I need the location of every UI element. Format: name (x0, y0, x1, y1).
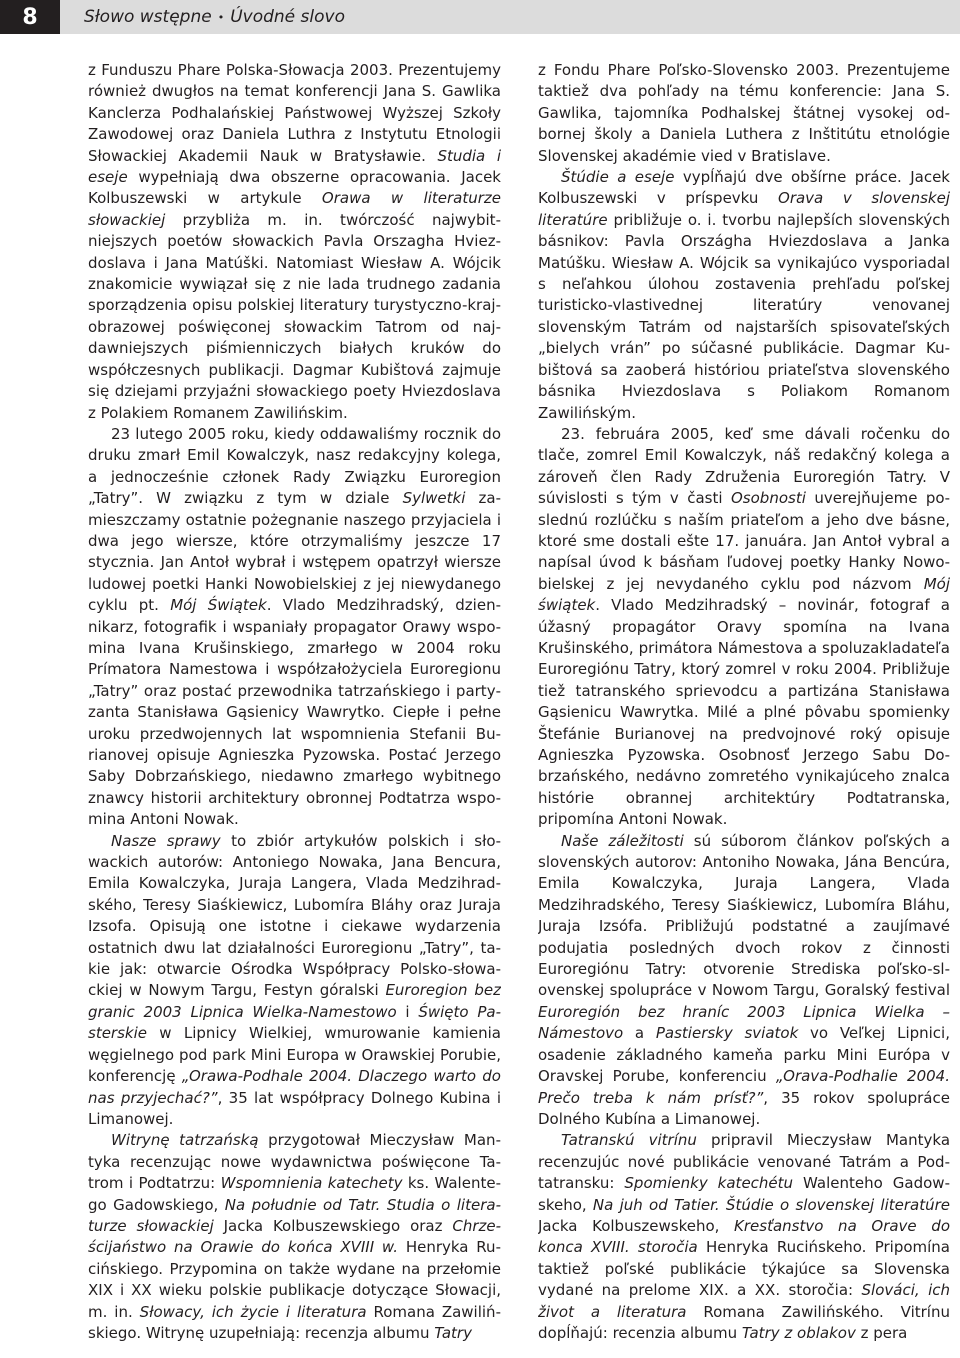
italic-title-text: Spomienky katechétu (624, 1174, 794, 1193)
italic-title-text: Tatry (434, 1323, 472, 1342)
italic-title-text: Pastiersky sviatok (655, 1024, 799, 1043)
italic-title-text: Sylwetki (402, 489, 466, 508)
body-text: wypełniają dwa obszerne opracowania. Jacek Kolbuszewski w artykule (88, 168, 501, 208)
paragraph (88, 60, 501, 424)
italic-title-text: Chrześcijaństwo na Orawie do końca XVIII w. (88, 1216, 501, 1257)
body-text: , 35 lat współpracy Dolnego Kubina i Limanowej. (88, 1088, 501, 1128)
italic-title-text: Słowacy, ich życie i literatura (139, 1302, 367, 1321)
italic-title-text: Orava v slovenskej literatúre (538, 189, 950, 229)
body-text: vypĺňajú dve obšírne práce. Jacek Kolbuszewski v príspevku (538, 168, 950, 208)
body-text: Henryka Rucińskeho. Pripomína taktiež poľské publikácie týkajúce sa Slovenska vydané na prelome XIX. a XX. storočia: (538, 1238, 950, 1300)
italic-title-text: Euroregion bez granic 2003 Lipnica Wielka-Namestowo (88, 981, 501, 1021)
body-text: vo Veľkej Lipnici, osadenie základného kameňa parku Mini Európa v Oravskej Porube, konferenciu (538, 1024, 950, 1086)
italic-title-text: Tatry z oblakov (741, 1323, 856, 1342)
paragraph (538, 60, 950, 167)
body-text: Jacka Kolbuszewskiego oraz (213, 1216, 453, 1235)
italic-title-text: Studia i eseje (88, 146, 501, 187)
section-title-band (60, 0, 960, 34)
paragraph (88, 424, 501, 831)
italic-title-text: Naše záležitosti (561, 831, 684, 850)
body-text: uverejňujeme poslednú rozlúčku s naším priateľom a jeho dve básne, ktoré sme dostali ešte 17. januára. Jan Antoł vybral a napísal úvod k básňam ľudovej poetky Hanky Nowobielskej z jej nevydaného cyklu pod názvom (538, 489, 950, 593)
section-title-polish: Słowo wstępne (84, 7, 212, 27)
body-text: Walenteho Gadowskeho, (538, 1174, 950, 1214)
section-title-slovak: Úvodné slovo (230, 7, 345, 27)
running-header (0, 0, 960, 34)
body-text: Henryka Rucińskiego. Przypomina on także wydane na przełomie XIX i XX wieku polskie publikacje dotyczące Słowacji, m. in. (88, 1238, 501, 1321)
paragraph (538, 167, 950, 424)
italic-title-text: Orawa w literaturze słowackiej (88, 189, 501, 229)
bullet-separator: • (217, 10, 225, 24)
body-text: z pera (855, 1323, 908, 1342)
italic-title-text: Na południe od Tatr. Studia o literaturze słowackiej (88, 1195, 501, 1235)
italic-title-text: Mój świątek (538, 574, 950, 615)
italic-title-text: Nasze sprawy (111, 831, 221, 850)
body-text: z Funduszu Phare Polska-Słowacja 2003. Prezentujemy również dwugłos na temat konferencji Jana S. Gawlika Kanclerza Podhalańskiej Państwowej Wyższej Szkoły Zawodowej oraz Daniela Luthra z Instytutu Etnologii Słowackiej Akademii Nauk w Bratysławie. (88, 61, 501, 165)
italic-title-text: Święto Pasterskie (88, 1002, 501, 1043)
body-text: i (396, 1002, 419, 1021)
body-text: przygotował Mieczysław Mantyka recenzując nowe wydawnictwa poświęcone Tatrom i Podtatrzu: (88, 1131, 501, 1193)
italic-title-text: Tatranskú vitrínu (561, 1131, 697, 1150)
italic-title-text: „Orawa-Podhale 2004. Dlaczego warto do nas przyjechać?” (88, 1067, 501, 1107)
body-text: pripravil Mieczysław Mantyka recenzujúc nové publikácie venované Tatrám a Podtatransku: (538, 1131, 950, 1193)
paragraph (538, 424, 950, 831)
body-text: a (623, 1024, 656, 1043)
italic-title-text: Witrynę tatrzańską (111, 1131, 259, 1150)
paragraph (538, 831, 950, 1131)
body-text: , 35 rokov spolupráce Dolného Kubína a Limanowej. (538, 1088, 950, 1128)
page-number: 8 (0, 0, 60, 34)
italic-title-text: Euroregión bez hraníc 2003 Lipnica Wielka – Námestovo (538, 1002, 950, 1043)
italic-title-text: „Orava-Podhalie 2004. Prečo treba k nám prísť?” (538, 1067, 950, 1107)
body-text: Jacka Kolbuszewskeho, (538, 1216, 735, 1235)
left-column-polish (88, 60, 501, 1358)
italic-title-text: Mój Świątek (170, 596, 267, 615)
right-column-slovak (538, 60, 950, 1358)
body-text: zamieszczamy ostatnie pożegnanie naszego przyjaciela i dwa jego wiersze, które otrzymaliśmy jeszcze 17 stycznia. Jan Antoł wybrał i wstępem opatrzył wiersze ludowej poetki Hanki Nowobielskiej z jej niewydanego cyklu pt. (88, 489, 501, 615)
body-text: Romana Zawilińskiego. Witrynę uzupełniają: recenzja albumu (88, 1302, 501, 1342)
body-text: przybliża m. in. twórczość najwybitniejszych poetów słowackich Pavla Orszagha Hviezdoslava i Jana Matúški. Natomiast Wiesław A. Wójcik znakomicie wywiązał się z nie lada trudnego zadania sporządzenia opisu polskiej literatury turystyczno-krajobrazowej poświęconej słowackim Tatrom od najdawniejszych piśmienniczych białych kruków do współczesnych publikacji. Dagmar Kubištová zajmuje się dziejami przyjaźni słowackiego poety Hviezdoslava z Polakiem Romanem Zawilińskim. (88, 210, 501, 422)
body-text: to zbiór artykułów polskich i słowackich autorów: Antoniego Nowaka, Jana Bencura, Emila Kowalczyka, Juraja Langera, Vlada Medzihradského, Teresy Siaśkiewicz, Lubomíra Bláhy oraz Juraja Izsofa. Opisują one istotne i ciekawe wydarzenia ostatnich dwu lat działalności Euroregionu „Tatry”, takie jak: otwarcie Ośrodka Współpracy Polsko-słowackiej w Nowym Targu, Festyn góralski (88, 831, 501, 1000)
body-text: sú súborom článkov poľských a slovenských autorov: Antoniho Nowaka, Jána Bencúra, Emila Kowalczyka, Juraja Langera, Vlada Medzihradského, Teresy Siaśkiewicz, Lubomíra Bláhu, Juraja Izsófa. Približujú podstatné a zaujímavé podujatia posledných dvoch rokov z činnosti Euroregiónu Tatry: otvorenie Strediska poľsko-slovenskej spolupráce v Nowom Targu, Goralský festival (538, 831, 950, 1000)
italic-title-text: Na juh od Tatier. Štúdie o slovenskej literatúre (592, 1195, 950, 1214)
body-text: približuje o. i. tvorbu najlepších slovenských básnikov: Pavla Országha Hviezdoslava a Janka Matúšku. Wiesław A. Wójcik sa vynikajúco vysporiadal s neľahkou úlohou zostavenia prehľadu poľskej turisticko-vlastivednej literatúry venovanej slovenským Tatrám od najstarších spisovateľských „bielych vrán” po súčasné publikácie. Dagmar Kubištová sa zaoberá históriou priateľstva slovenského básnika Hviezdoslava s Poliakom Romanom Zawilińským. (538, 210, 950, 422)
italic-title-text: Slováci, ich život a literatura (538, 1281, 950, 1321)
body-text: w Lipnicy Wielkiej, wmurowanie kamienia węgielnego pod park Mini Europa w Orawskiej Porubie, konferencję (88, 1024, 501, 1086)
body-text: 23 lutego 2005 roku, kiedy oddawaliśmy rocznik do druku zmarł Emil Kowalczyk, nasz redakcyjny kolega, a jednocześnie członek Rady Związku Euroregion „Tatry”. W związku z tym w dziale (88, 424, 501, 508)
italic-title-text: Kresťanstvo na Orave do konca XVIII. storočia (538, 1216, 950, 1257)
body-text: . Vlado Medzihradský, dziennikarz, fotografik i wspaniały propagator Orawy wspomina Ivana Krušinskiego, zmarłego w 2004 roku Prímatora Namestowa i współzałożyciela Euroregionu „Tatry” oraz postać przewodnika tatrzańskiego i partyzanta Stanisława Gąsienicy Wawrytko. Ciepłe i pełne uroku przedwojennych lat wspomnienia Stefanii Burianovej opisuje Agnieszka Pyzowska. Postać Jerzego Saby Dobrzańskiego, niedawno zmarłego wybitnego znawcy historii architektury obronnej Podtatrza wspomina Antoni Nowak. (88, 596, 501, 829)
body-text: Romana Zawilińského. Vitrínu dopĺňajú: recenzia albumu (538, 1302, 950, 1342)
italic-title-text: Osobnosti (731, 489, 806, 508)
body-text: z Fondu Phare Poľsko-Slovensko 2003. Prezentujeme taktiež dva pohľady na tému konferencie: Jana S. Gawlika, tajomníka Podhalskej štátnej vysokej odbornej školy a Daniela Luthera z Inštitútu etnológie Slovenskej akadémie vied v Bratislave. (538, 61, 950, 165)
italic-title-text: Wspomnienia katechety (220, 1174, 403, 1193)
paragraph (88, 1130, 501, 1344)
body-text: 23. februára 2005, keď sme dávali ročenku do tlače, zomrel Emil Kowalczyk, náš redakčný kolega a zároveň člen Rady Združenia Euroregión Tatry. V súvislosti s tým v časti (538, 424, 950, 508)
paragraph (88, 831, 501, 1131)
body-text: ks. Walentego Gadowskiego, (88, 1174, 501, 1214)
italic-title-text: Štúdie a eseje (561, 168, 675, 187)
body-text: . Vlado Medzihradský – novinár, fotograf a úžasný propagátor Oravy spomína na Ivana Krušinského, primátora Námestova a spoluzakladateľa Euroregiónu Tatry, ktorý zomrel v roku 2004. Približuje tiež tatranského sprievodcu a partizána Stanisława Gąsienicu Wawrytka. Milé a plné pôvabu spomienky Štefánie Burianovej na predvojnové roký opisuje Agnieszka Pyzowska. Osobnosť Jerzego Sabu Dobrzańského, nedávno zomretého vynikajúceho znalca histórie obrannej architektúry Podtatranska, pripomína Antoni Nowak. (538, 596, 950, 829)
paragraph (538, 1130, 950, 1344)
